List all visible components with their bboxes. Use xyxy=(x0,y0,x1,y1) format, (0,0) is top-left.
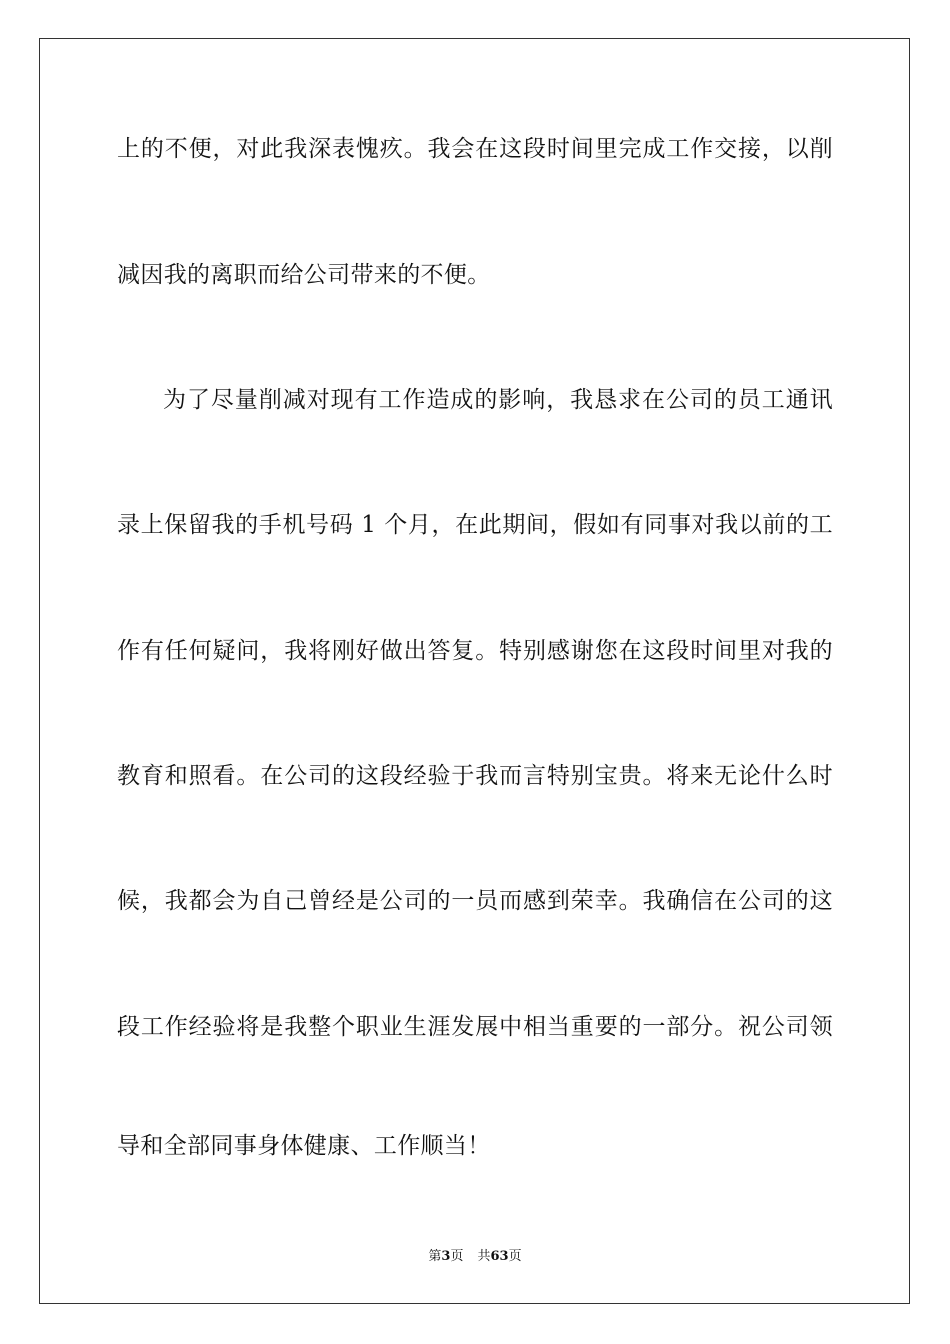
page-suffix: 页 xyxy=(450,1249,464,1264)
text-line-8: 段工作经验将是我整个职业生涯发展中相当重要的一部分。祝公司领 xyxy=(117,1014,833,1040)
text-line-5: 作有任何疑问，我将刚好做出答复。特别感谢您在这段时间里对我的 xyxy=(117,638,833,664)
text-line-3-indented: 为了尽量削减对现有工作造成的影响，我恳求在公司的员工通讯 xyxy=(163,387,833,413)
text-line-4: 录上保留我的手机号码 1 个月，在此期间，假如有同事对我以前的工 xyxy=(117,512,833,538)
total-suffix: 页 xyxy=(508,1249,522,1264)
text-line-7: 候，我都会为自己曾经是公司的一员而感到荣幸。我确信在公司的这 xyxy=(117,888,833,914)
page-prefix: 第 xyxy=(428,1249,442,1264)
total-prefix: 共 xyxy=(477,1249,491,1264)
total-pages: 63 xyxy=(490,1249,509,1264)
text-line-1: 上的不便，对此我深表愧疚。我会在这段时间里完成工作交接，以削 xyxy=(117,136,833,162)
text-line-2: 减因我的离职而给公司带来的不便。 xyxy=(117,262,491,288)
text-line-6: 教育和照看。在公司的这段经验于我而言特别宝贵。将来无论什么时 xyxy=(117,763,833,789)
page-border xyxy=(39,38,910,1304)
page-footer xyxy=(0,1248,950,1266)
text-line-9: 导和全部同事身体健康、工作顺当！ xyxy=(117,1133,491,1159)
page-number: 3 xyxy=(441,1249,451,1264)
